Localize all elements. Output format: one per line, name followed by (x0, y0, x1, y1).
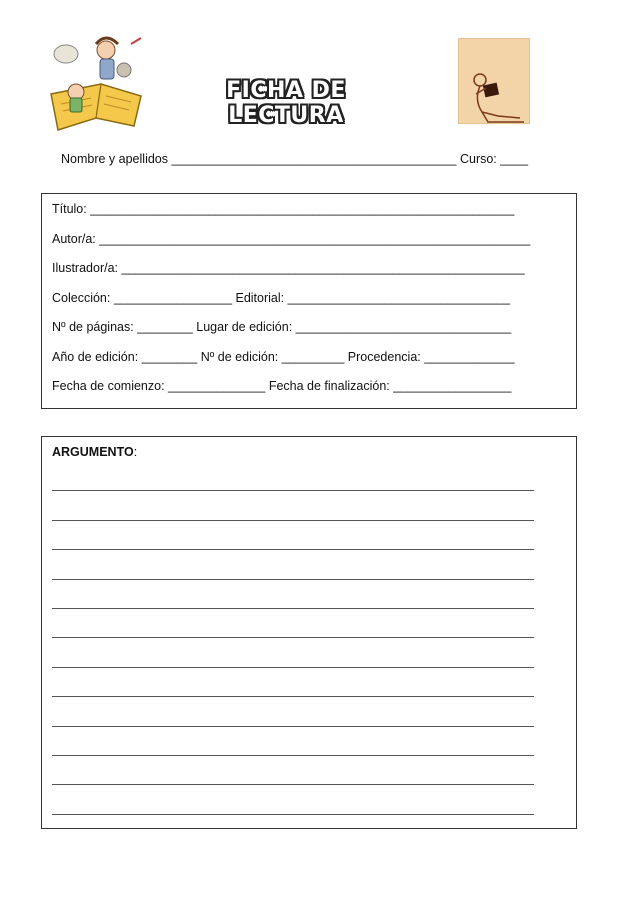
pages-place-row[interactable]: Nº de páginas: ________ Lugar de edición: _______________________________ (52, 320, 512, 334)
children-reading-illustration-icon (46, 34, 146, 134)
argument-write-line[interactable] (52, 642, 566, 671)
argument-write-line[interactable] (52, 760, 566, 789)
argument-write-line[interactable] (52, 731, 566, 760)
argument-lines (52, 466, 566, 819)
start-end-dates-row[interactable]: Fecha de comienzo: ______________ Fecha de finalización: _________________ (52, 379, 512, 393)
argument-write-line[interactable] (52, 495, 566, 524)
title-field-row[interactable]: Título: _____________________________________________________________ (52, 202, 515, 216)
argument-write-line[interactable] (52, 789, 566, 818)
argument-write-line[interactable] (52, 701, 566, 730)
argument-write-line[interactable] (52, 613, 566, 642)
year-edition-origin-row[interactable]: Año de edición: ________ Nº de edición: _________ Procedencia: _____________ (52, 349, 515, 364)
illustrator-field-row[interactable]: Ilustrador/a: __________________________________________________________ (52, 261, 525, 275)
argument-colon: : (133, 445, 138, 459)
argument-label: ARGUMENTO (52, 445, 134, 459)
author-field-row[interactable]: Autor/a: ______________________________________________________________ (52, 231, 531, 246)
argument-write-line[interactable] (52, 525, 566, 554)
student-name-course-line[interactable]: Nombre y apellidos _________________________________________ Curso: ____ (61, 152, 529, 166)
reading-figure-illustration-icon (458, 38, 530, 124)
argument-box (41, 436, 577, 829)
argument-write-line[interactable] (52, 672, 566, 701)
argument-write-line[interactable] (52, 554, 566, 583)
argument-write-line[interactable] (52, 466, 566, 495)
book-info-box (41, 193, 577, 409)
argument-heading (52, 443, 566, 461)
page-title: FICHA DE LECTURA (226, 78, 346, 128)
collection-publisher-row[interactable]: Colección: _________________ Editorial: ________________________________ (52, 290, 511, 305)
argument-write-line[interactable] (52, 584, 566, 613)
